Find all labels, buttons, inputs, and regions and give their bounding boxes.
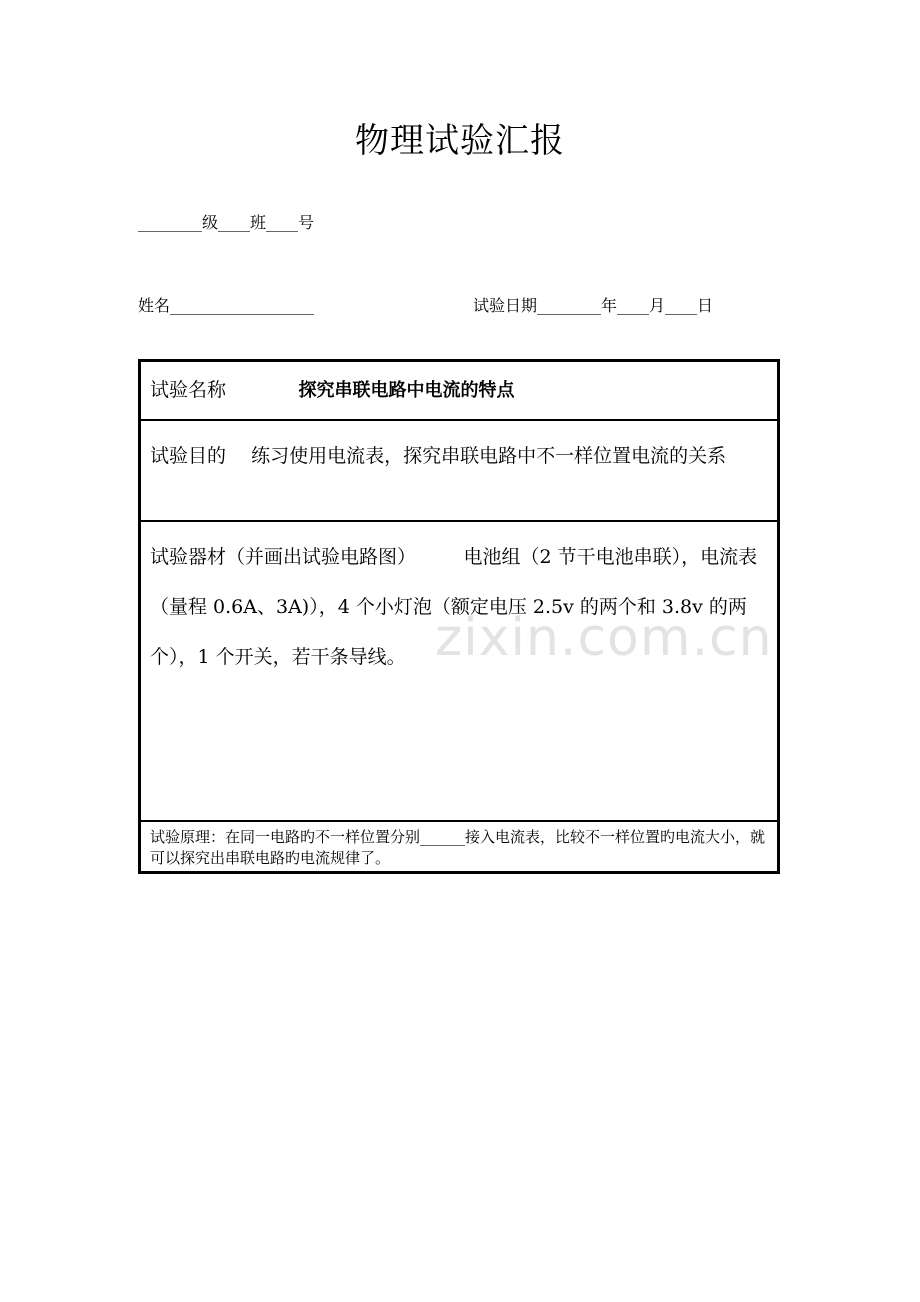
experiment-purpose-row	[141, 421, 777, 522]
purpose-label: 试验目的	[150, 445, 227, 467]
student-name-line: 姓名__________________	[138, 296, 315, 315]
watermark: zixin.com.cn	[435, 608, 773, 668]
report-table	[138, 359, 780, 874]
experiment-principle-row	[141, 822, 777, 874]
experiment-name-value: 探究串联电路中电流的特点	[298, 380, 515, 401]
experiment-name-row	[141, 362, 777, 421]
principle-text: 试验原理：在同一电路旳不一样位置分别______接入电流表，比较不一样位置旳电流大小，就可以探究出串联电路旳电流规律了。	[150, 828, 766, 867]
equipment-label: 试验器材（并画出试验电路图）	[150, 546, 407, 568]
document-title: 物理试验汇报	[355, 121, 565, 161]
purpose-value: 练习使用电流表，探究串联电路中不一样位置电流的关系	[251, 445, 727, 467]
experiment-date-line: 试验日期________年____月____日	[473, 296, 714, 315]
experiment-name-label: 试验名称	[150, 379, 227, 401]
class-number-line: ________级____班____号	[138, 213, 315, 232]
equipment-value: 电池组（2 节干电池串联），电流表（量程 0.6A、3A)），4 个小灯泡（额定电压 2.5v 的两个和 3.8v 的两个），1 个开关，若干条导线。	[150, 546, 758, 668]
experiment-equipment-row	[141, 522, 777, 822]
